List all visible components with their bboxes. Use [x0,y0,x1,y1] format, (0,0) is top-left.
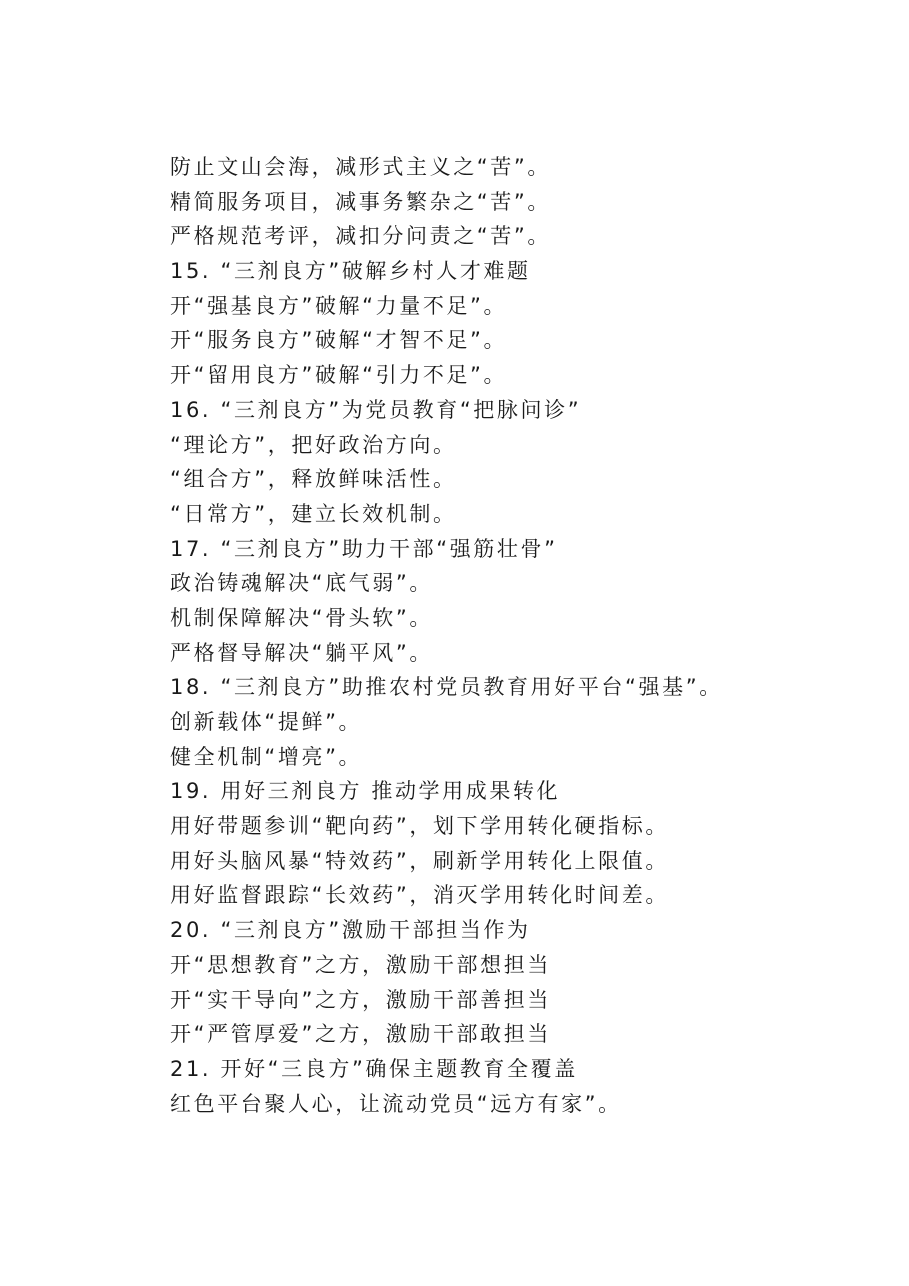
text-line: 开“严管厚爱”之方，激励干部敢担当 [170,1022,551,1047]
text-line: 防止文山会海，减形式主义之“苦”。 [170,155,551,179]
document-text-block [170,150,890,1121]
text-line: 开“强基良方”破解“力量不足”。 [170,293,508,318]
text-line: 创新载体“提鲜”。 [170,710,363,734]
text-line: 健全机制“增亮”。 [170,744,363,769]
text-line: 用好带题参训“靶向药”，划下学用转化硬指标。 [170,814,669,839]
text-line: 机制保障解决“骨头软”。 [170,605,433,630]
text-line: 严格规范考评，减扣分问责之“苦”。 [170,224,551,249]
text-line: 严格督导解决“躺平风”。 [170,640,433,665]
text-line: 精简服务项目，减事务繁杂之“苦”。 [170,189,551,214]
text-line: 开“留用良方”破解“引力不足”。 [170,363,508,388]
text-line: 用好头脑风暴“特效药”，刷新学用转化上限值。 [170,848,669,873]
section-heading: 18. “三剂良方”助推农村党员教育用好平台“强基”。 [170,675,723,700]
section-heading: 15. “三剂良方”破解乡村人才难题 [170,259,531,284]
text-line: “理论方”，把好政治方向。 [170,432,457,457]
section-heading: 17. “三剂良方”助力干部“强筋壮骨” [170,536,558,561]
text-line: 红色平台聚人心，让流动党员“远方有家”。 [170,1091,622,1116]
text-line: 用好监督跟踪“长效药”，消灭学用转化时间差。 [170,883,669,908]
text-line: “组合方”，释放鲜味活性。 [170,467,457,492]
section-heading: 20. “三剂良方”激励干部担当作为 [170,918,531,943]
section-heading: 21. 开好“三良方”确保主题教育全覆盖 [170,1056,578,1081]
section-heading: 16. “三剂良方”为党员教育“把脉问诊” [170,397,582,422]
text-line: 开“思想教育”之方，激励干部想担当 [170,952,551,977]
section-heading: 19. 用好三剂良方 推动学用成果转化 [170,779,561,804]
text-line: 开“实干导向”之方，激励干部善担当 [170,987,551,1012]
text-line: “日常方”，建立长效机制。 [170,501,457,526]
text-line: 政治铸魂解决“底气弱”。 [170,571,433,596]
text-line: 开“服务良方”破解“才智不足”。 [170,328,508,353]
